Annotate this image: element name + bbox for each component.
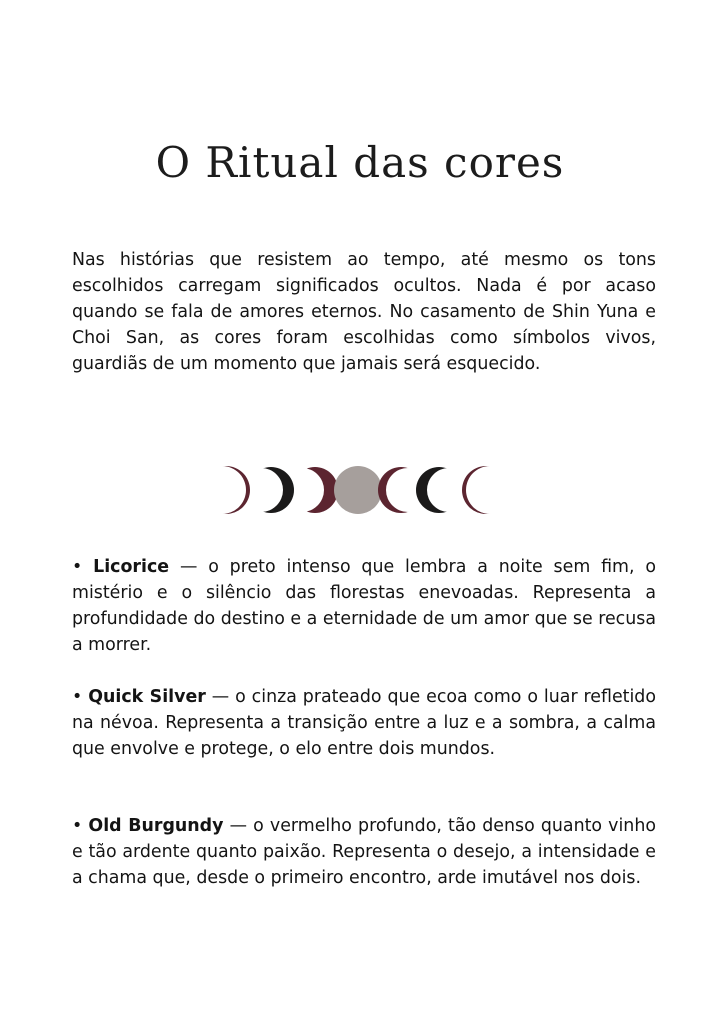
dash: — — [229, 816, 248, 836]
color-description-quick-silver: o cinza prateado que ecoa como o luar refletido na névoa. Representa a transição entre a luz e a sombra, a calma que envolve e protege, o elo entre dois mundos. — [72, 687, 656, 759]
color-name-quick-silver: Quick Silver — [88, 687, 206, 707]
intro-paragraph: Nas histórias que resistem ao tempo, até mesmo os tons escolhidos carregam significados ocultos. Nada é por acaso quando se fala de amores eternos. No casamento de Shin Yuna e Choi San, as cores foram escolhidas como símbolos vivos, guardiãs de um momento que jamais será esquecido. — [72, 250, 656, 374]
color-quick-silver-paragraph — [72, 684, 656, 762]
bullet: • — [72, 816, 83, 836]
waning-gibbous-moon-icon — [248, 467, 294, 513]
moon-phases-ornament — [218, 462, 498, 518]
dash: — — [211, 687, 230, 707]
full-moon-icon — [334, 466, 382, 514]
color-licorice-paragraph — [72, 554, 656, 658]
waxing-crescent-moon-icon — [462, 466, 498, 514]
color-description-old-burgundy: o vermelho profundo, tão denso quanto vinho e tão ardente quanto paixão. Representa o desejo, a intensidade e a chama que, desde o primeiro encontro, arde imutável nos dois. — [72, 816, 656, 888]
color-old-burgundy-paragraph — [72, 813, 656, 891]
bullet: • — [72, 687, 83, 707]
page-title: O Ritual das cores — [155, 138, 565, 187]
color-description-licorice: o preto intenso que lembra a noite sem fim, o mistério e o silêncio das florestas enevoadas. Representa a profundidade do destino e a eternidade de um amor que se recusa a morrer. — [72, 557, 657, 655]
bullet: • — [72, 557, 83, 577]
waxing-gibbous-moon-icon — [416, 467, 462, 513]
waning-crescent-moon-icon — [218, 466, 250, 514]
dash: — — [179, 557, 198, 577]
color-name-licorice: Licorice — [93, 557, 170, 577]
color-name-old-burgundy: Old Burgundy — [88, 816, 224, 836]
waning-half-moon-icon — [292, 467, 338, 513]
